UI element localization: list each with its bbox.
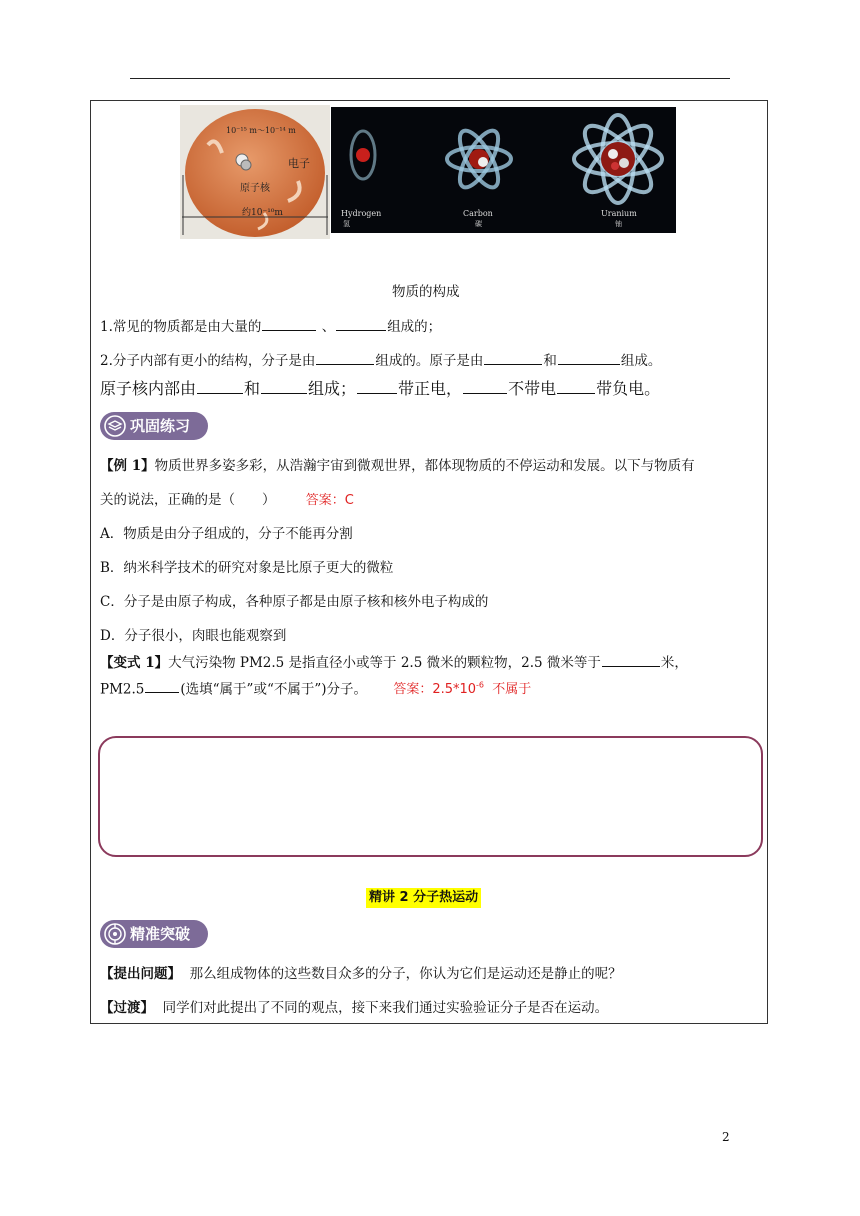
atom-figure [180, 105, 676, 239]
section-title: 物质的构成 [392, 284, 460, 300]
q2-blank-2[interactable] [484, 350, 542, 365]
nucleus-label: 原子核 [240, 183, 270, 194]
q3-positive: 带正电， [398, 379, 463, 398]
layers-icon [104, 415, 126, 437]
question-line [100, 964, 622, 984]
q1-separator: 、 [321, 319, 336, 335]
q2-mid-1: 组成的。原子是由 [375, 353, 484, 369]
transition-tag: 【过渡】 [100, 1000, 154, 1016]
q3-blank-5[interactable] [557, 379, 595, 394]
option-d: D．分子很小，肉眼也能观察到 [100, 628, 287, 644]
atom-size-label: 约10⁻¹⁰m [242, 208, 283, 218]
example-1-text-1: 物质世界多姿多彩，从浩瀚宇宙到微观世界，都体现物质的不停运动和发展。以下与物质有 [154, 458, 695, 474]
q3-and: 和 [244, 379, 261, 398]
breakthrough-badge [100, 920, 208, 948]
variant-1-text-2: (选填“属于”或“不属于”)分子。 [180, 681, 368, 698]
q3-negative: 带负电。 [596, 379, 661, 398]
atom-label-hydrogen-cn: 氢 [343, 220, 350, 228]
page-number: 2 [722, 1130, 730, 1144]
question-tag: 【提出问题】 [100, 966, 181, 982]
q2-prefix: 2.分子内部有更小的结构，分子是由 [100, 353, 316, 369]
q1-prefix: 1.常见的物质都是由大量的 [100, 319, 262, 335]
q3-blank-1[interactable] [197, 379, 243, 394]
q3-blank-3[interactable] [357, 379, 397, 394]
atom-models-panel [331, 107, 676, 233]
atom-label-uranium: Uranium [601, 209, 637, 218]
variant-1-blank-2[interactable] [145, 678, 179, 693]
header-rule [130, 78, 730, 79]
variant-1-answer [393, 682, 531, 697]
q2-suffix: 组成。 [620, 353, 662, 369]
q3-blank-2[interactable] [261, 379, 307, 394]
practice-badge [100, 412, 208, 440]
variant-1-answer-base: 答案：2.5*10 [393, 682, 477, 698]
example-1-line-2 [100, 490, 354, 511]
variant-1-answer-choice: 不属于 [492, 682, 532, 698]
example-1-line-1 [100, 456, 695, 476]
q2-mid-2: 和 [543, 353, 557, 369]
transition-line [100, 998, 608, 1018]
q2-blank-1[interactable] [316, 350, 374, 365]
question-text: 那么组成物体的这些数目众多的分子，你认为它们是运动还是静止的呢？ [189, 966, 622, 982]
practice-badge-label: 巩固练习 [130, 417, 191, 435]
example-1-tag: 【例 1】 [100, 458, 155, 474]
atom-label-carbon-cn: 碳 [475, 220, 482, 228]
q3-composed: 组成； [308, 379, 357, 398]
q1-blank-1[interactable] [262, 316, 316, 331]
question-1 [100, 316, 441, 337]
target-icon [104, 923, 126, 945]
atom-label-carbon: Carbon [463, 209, 493, 218]
q1-suffix: 组成的； [387, 319, 442, 335]
q1-blank-2[interactable] [336, 316, 386, 331]
nucleus-size-label: 10⁻¹⁵ m～10⁻¹⁴ m [226, 126, 296, 135]
q3-neutral: 不带电 [508, 379, 557, 398]
atom-label-uranium-cn: 铀 [615, 220, 622, 228]
variant-1-line-1 [100, 652, 688, 673]
breakthrough-badge-label: 精准突破 [130, 925, 191, 943]
question-3 [100, 378, 660, 400]
variant-1-tag: 【变式 1】 [100, 655, 169, 671]
example-1-answer: 答案：C [305, 493, 354, 508]
transition-text: 同学们对此提出了不同的观点，接下来我们通过实验验证分子是否在运动。 [162, 1000, 609, 1016]
option-a: A．物质是由分子组成的，分子不能再分割 [100, 526, 353, 542]
variant-1-blank-1[interactable] [602, 652, 660, 667]
electron-label: 电子 [288, 157, 310, 170]
variant-1-line-2 [100, 676, 531, 700]
atom-structure-diagram [180, 105, 330, 239]
q3-blank-4[interactable] [463, 379, 507, 394]
option-b: B．纳米科学技术的研究对象是比原子更大的微粒 [100, 560, 394, 576]
lecture-2-title: 精讲 2 分子热运动 [366, 888, 481, 908]
variant-1-unit: 米， [660, 655, 688, 671]
atom-label-hydrogen: Hydrogen [341, 209, 382, 218]
variant-1-text-1: 大气污染物 PM2.5 是指直径小或等于 2.5 微米的颗粒物，2.5 微米等于 [168, 655, 601, 671]
q2-blank-3[interactable] [558, 350, 620, 365]
example-1-text-2: 关的说法，正确的是（ ） [100, 492, 276, 508]
q3-prefix: 原子核内部由 [100, 379, 197, 398]
variant-1-answer-exponent: -6 [476, 681, 485, 690]
variant-1-pm: PM2.5 [100, 681, 145, 698]
notes-box [98, 736, 763, 857]
option-c: C．分子是由原子构成，各种原子都是由原子核和核外电子构成的 [100, 594, 489, 610]
question-2 [100, 350, 661, 371]
